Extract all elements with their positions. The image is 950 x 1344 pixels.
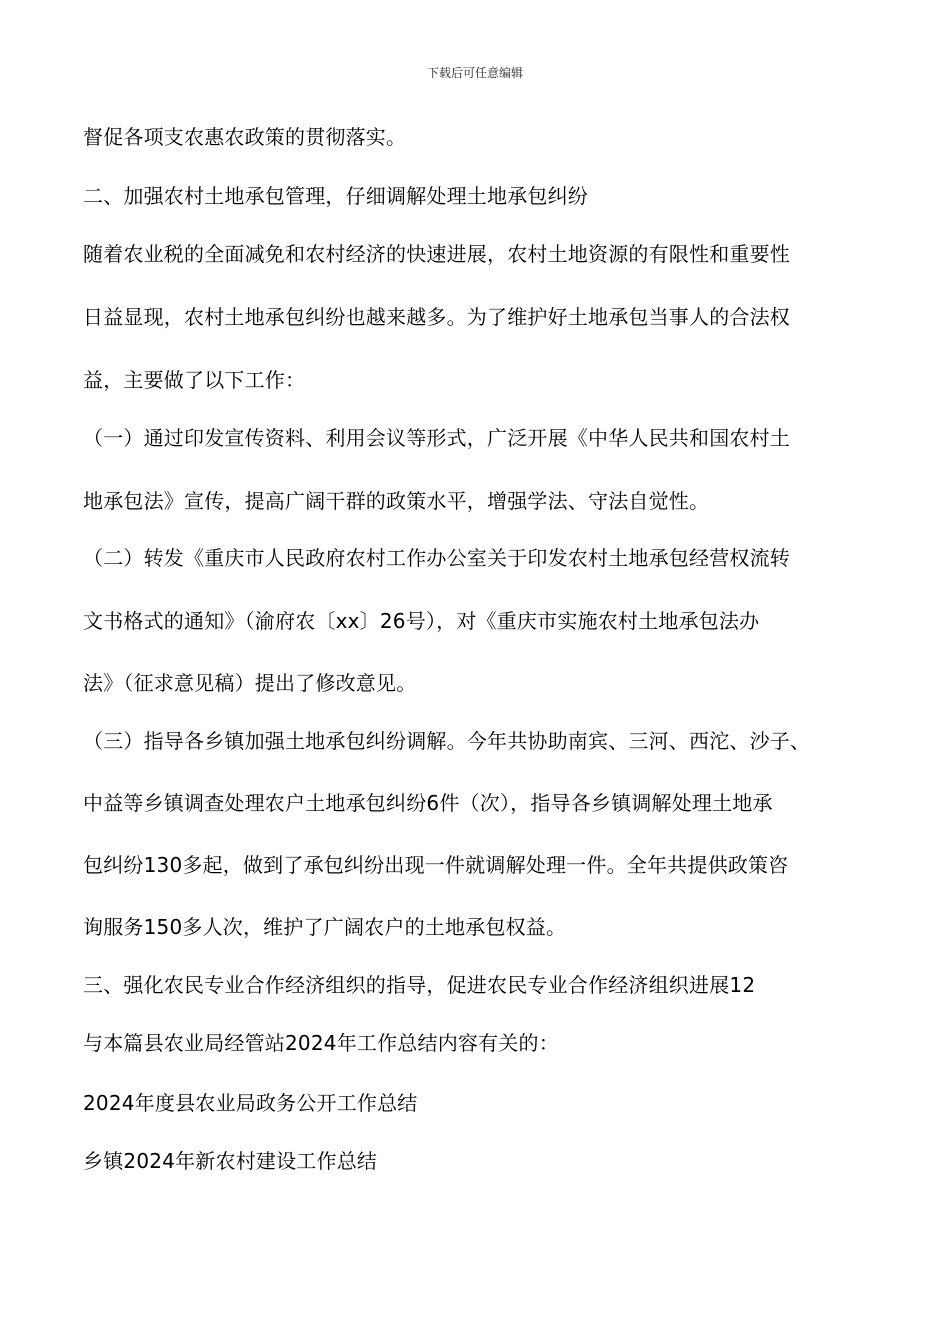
paragraph-line: 益，主要做了以下工作：: [83, 368, 306, 392]
paragraph-line: （二）转发《重庆市人民政府农村工作办公室关于印发农村土地承包经营权流转: [83, 546, 790, 570]
paragraph-line: 随着农业税的全面减免和农村经济的快速进展，农村土地资源的有限性和重要性: [83, 242, 790, 266]
paragraph-line: （三）指导各乡镇加强土地承包纠纷调解。今年共协助南宾、三河、西沱、沙子、: [83, 729, 811, 753]
paragraph-line: 中益等乡镇调查处理农户土地承包纠纷6件（次），指导各乡镇调解处理土地承: [83, 791, 773, 815]
paragraph-line: （一）通过印发宣传资料、利用会议等形式，广泛开展《中华人民共和国农村土: [83, 426, 790, 450]
paragraph-line: 文书格式的通知》（渝府农〔xx〕26号），对《重庆市实施农村土地承包法办: [83, 609, 760, 633]
page-header: 下载后可任意编辑: [426, 66, 523, 80]
paragraph-line: 督促各项支农惠农政策的贯彻落实。: [83, 125, 407, 149]
paragraph-line: 日益显现，农村土地承包纠纷也越来越多。为了维护好土地承包当事人的合法权: [83, 305, 790, 329]
paragraph-line: 地承包法》宣传，提高广阔干群的政策水平，增强学法、守法自觉性。: [83, 489, 710, 513]
related-link[interactable]: 2024年度县农业局政务公开工作总结: [83, 1091, 418, 1115]
section-heading: 二、加强农村土地承包管理，仔细调解处理土地承包纠纷: [83, 184, 588, 208]
paragraph-line: 询服务150多人次，维护了广阔农户的土地承包权益。: [83, 915, 567, 939]
paragraph-line: 包纠纷130多起，做到了承包纠纷出现一件就调解处理一件。全年共提供政策咨: [83, 853, 789, 877]
section-heading: 三、强化农民专业合作经济组织的指导，促进农民专业合作经济组织进展12: [83, 973, 756, 997]
related-link[interactable]: 乡镇2024年新农村建设工作总结: [83, 1149, 378, 1173]
related-heading: 与本篇县农业局经管站2024年工作总结内容有关的：: [83, 1031, 559, 1055]
paragraph-line: 法》（征求意见稿）提出了修改意见。: [83, 671, 417, 695]
